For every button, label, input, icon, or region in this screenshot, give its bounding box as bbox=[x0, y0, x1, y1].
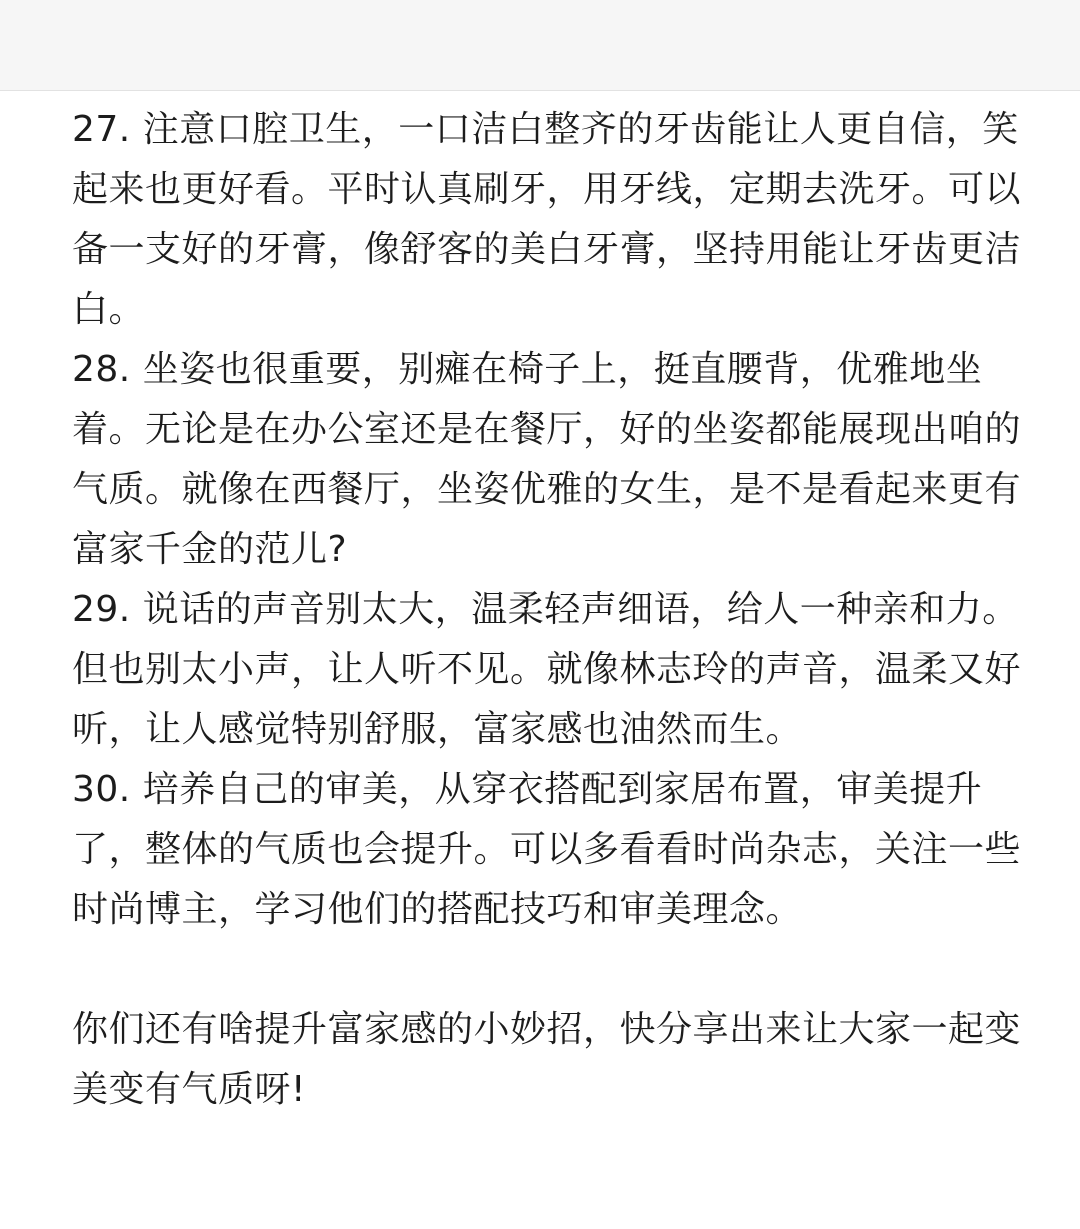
text-line: 29. 说话的声音别太大，温柔轻声细语，给人一种亲和力。 bbox=[72, 589, 1019, 630]
text-line: 气质。就像在西餐厅，坐姿优雅的女生，是不是看起来更有 bbox=[72, 469, 1022, 510]
top-bar bbox=[0, 0, 1080, 91]
text-line: 美变有气质呀! bbox=[72, 1069, 306, 1110]
text-line: 富家千金的范儿? bbox=[72, 529, 348, 570]
paragraph-gap bbox=[72, 940, 1012, 1000]
article-body bbox=[72, 100, 1022, 1120]
text-line: 白。 bbox=[72, 289, 146, 330]
text-line: 30. 培养自己的审美，从穿衣搭配到家居布置，审美提升 bbox=[72, 769, 983, 810]
text-line: 28. 坐姿也很重要，别瘫在椅子上，挺直腰背，优雅地坐 bbox=[72, 349, 983, 390]
text-line: 听，让人感觉特别舒服，富家感也油然而生。 bbox=[72, 709, 803, 750]
text-line: 时尚博主，学习他们的搭配技巧和审美理念。 bbox=[72, 889, 803, 930]
tip-29 bbox=[72, 580, 1022, 760]
text-line: 27. 注意口腔卫生，一口洁白整齐的牙齿能让人更自信，笑 bbox=[72, 109, 1019, 150]
text-line: 你们还有啥提升富家感的小妙招，快分享出来让大家一起变 bbox=[72, 1009, 1022, 1050]
tip-27 bbox=[72, 100, 1022, 340]
text-line: 但也别太小声，让人听不见。就像林志玲的声音，温柔又好 bbox=[72, 649, 1022, 690]
text-line: 了，整体的气质也会提升。可以多看看时尚杂志，关注一些 bbox=[72, 829, 1022, 870]
tip-30 bbox=[72, 760, 1022, 940]
text-line: 起来也更好看。平时认真刷牙，用牙线，定期去洗牙。可以 bbox=[72, 169, 1022, 210]
text-line: 备一支好的牙膏，像舒客的美白牙膏，坚持用能让牙齿更洁 bbox=[72, 229, 1022, 270]
text-line: 着。无论是在办公室还是在餐厅，好的坐姿都能展现出咱的 bbox=[72, 409, 1022, 450]
closing-question bbox=[72, 1000, 1022, 1120]
tip-28 bbox=[72, 340, 1022, 580]
